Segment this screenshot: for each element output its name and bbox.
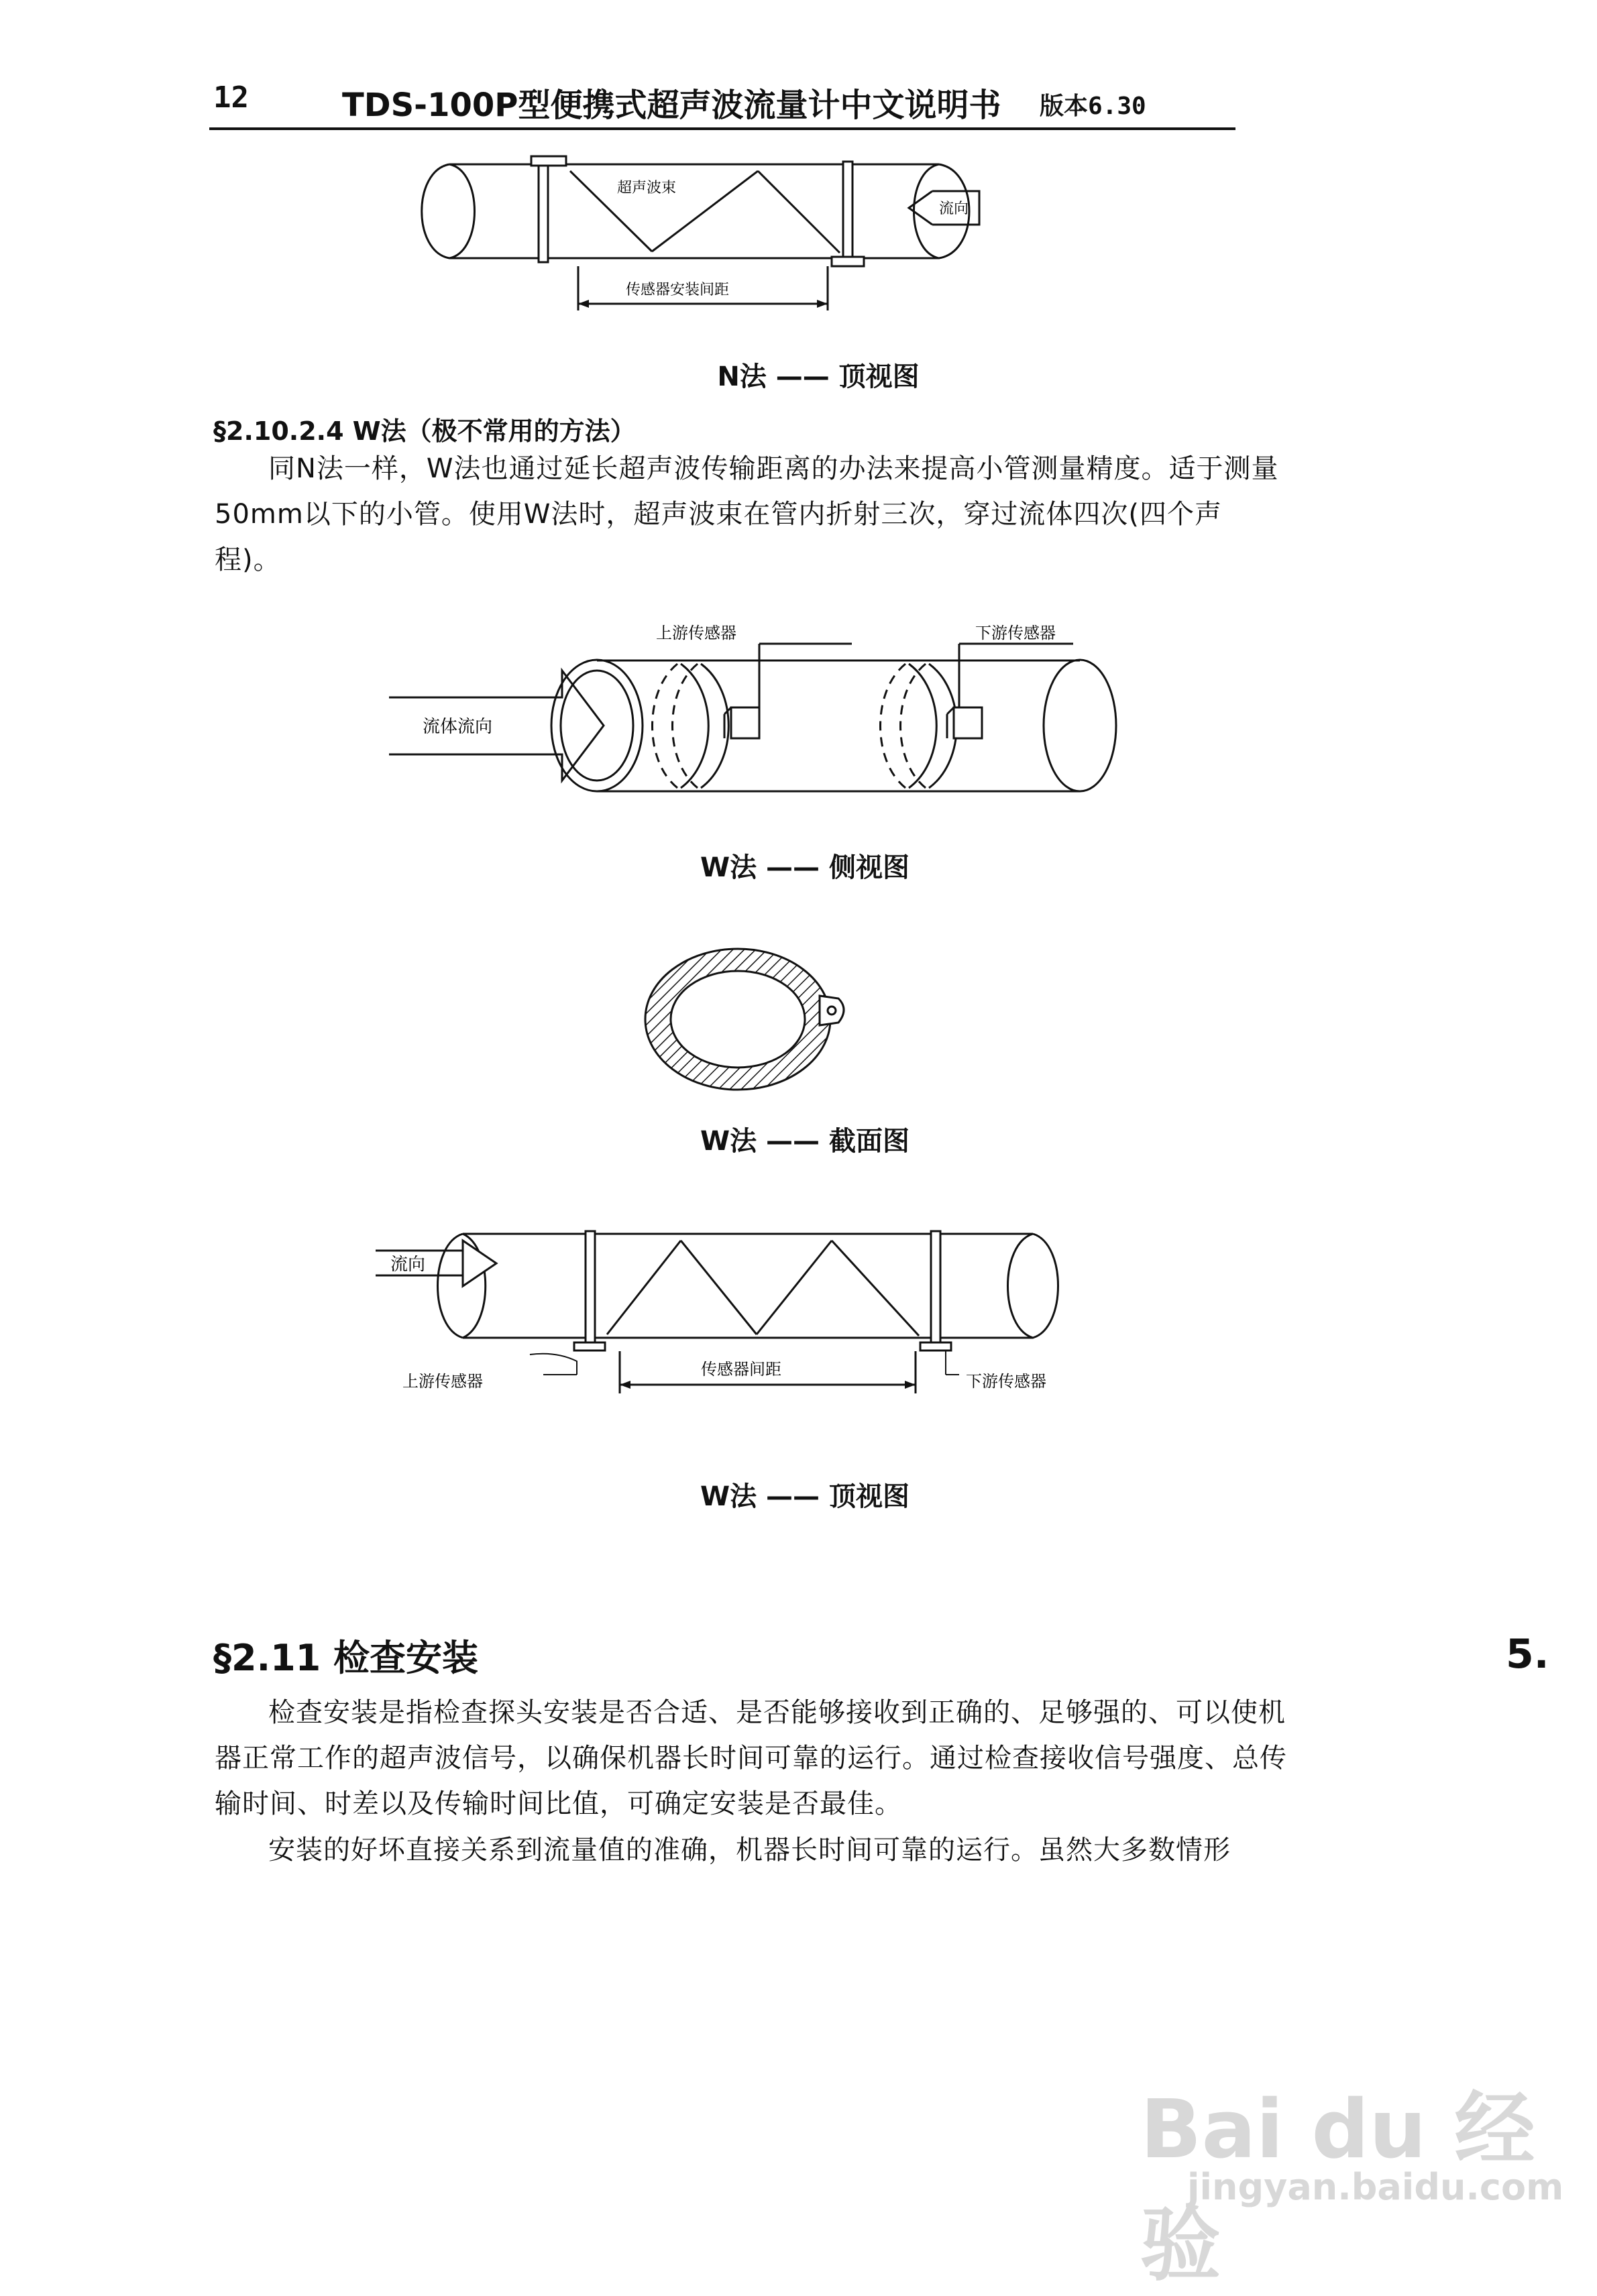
margin-marker: 5. (1506, 1631, 1549, 1678)
fig-caption-w-top: W法 —— 顶视图 (700, 1481, 910, 1512)
watermark-brand: Bai du 经验 (1140, 2083, 1535, 2292)
downstream-sensor-label: 下游传感器 (975, 624, 1056, 642)
document-version: 版本6.30 (1040, 93, 1146, 120)
fig-caption-w-side: W法 —— 侧视图 (700, 852, 910, 883)
paragraph-check-install-1: 检查安装是指检查探头安装是否合适、是否能够接收到正确的、足够强的、可以使机器正常工作的超声波信号，以确保机器长时间可靠的运行。通过检查接收信号强度、总传输时间、时差以及传输时间比值，可确定安装是否最佳。 (215, 1697, 1287, 1819)
header-rule (209, 127, 1235, 130)
fluid-flow-label: 流体流向 (423, 717, 493, 737)
downstream-sensor-label-top: 下游传感器 (966, 1372, 1046, 1391)
w-method-cross-section-diagram (637, 942, 852, 1096)
n-method-top-view-diagram (402, 151, 1113, 325)
spacing-label: 传感器安装间距 (626, 282, 730, 298)
flow-label-top: 流向 (390, 1255, 426, 1275)
watermark-url: jingyan.baidu.com (1187, 2166, 1564, 2208)
document-title: TDS-100P型便携式超声波流量计中文说明书 (342, 87, 1001, 124)
section-heading-w-method: §2.10.2.4 W法（极不常用的方法） (213, 416, 636, 446)
paragraph-check-install-2: 安装的好坏直接关系到流量值的准确，机器长时间可靠的运行。虽然大多数情形 (268, 1835, 1231, 1866)
page-number: 12 (213, 80, 249, 115)
upstream-sensor-label: 上游传感器 (656, 624, 736, 642)
fig-caption-w-section: W法 —— 截面图 (700, 1126, 910, 1157)
paragraph-w-method: 同N法一样，W法也通过延长超声波传输距离的办法来提高小管测量精度。适于测量50mm以下的小管。使用W法时，超声波束在管内折射三次，穿过流体四次(四个声程)。 (215, 453, 1279, 575)
section-heading-check-install: §2.11 检查安装 (213, 1637, 479, 1679)
w-method-top-view-diagram (376, 1214, 1127, 1408)
flow-label: 流向 (939, 200, 969, 217)
sensor-spacing-label: 传感器间距 (701, 1360, 781, 1379)
w-method-side-view-diagram (389, 617, 1167, 811)
fig-caption-n-top: N法 —— 顶视图 (717, 361, 920, 392)
upstream-sensor-label-top: 上游传感器 (402, 1372, 483, 1391)
beam-label: 超声波束 (617, 180, 677, 196)
